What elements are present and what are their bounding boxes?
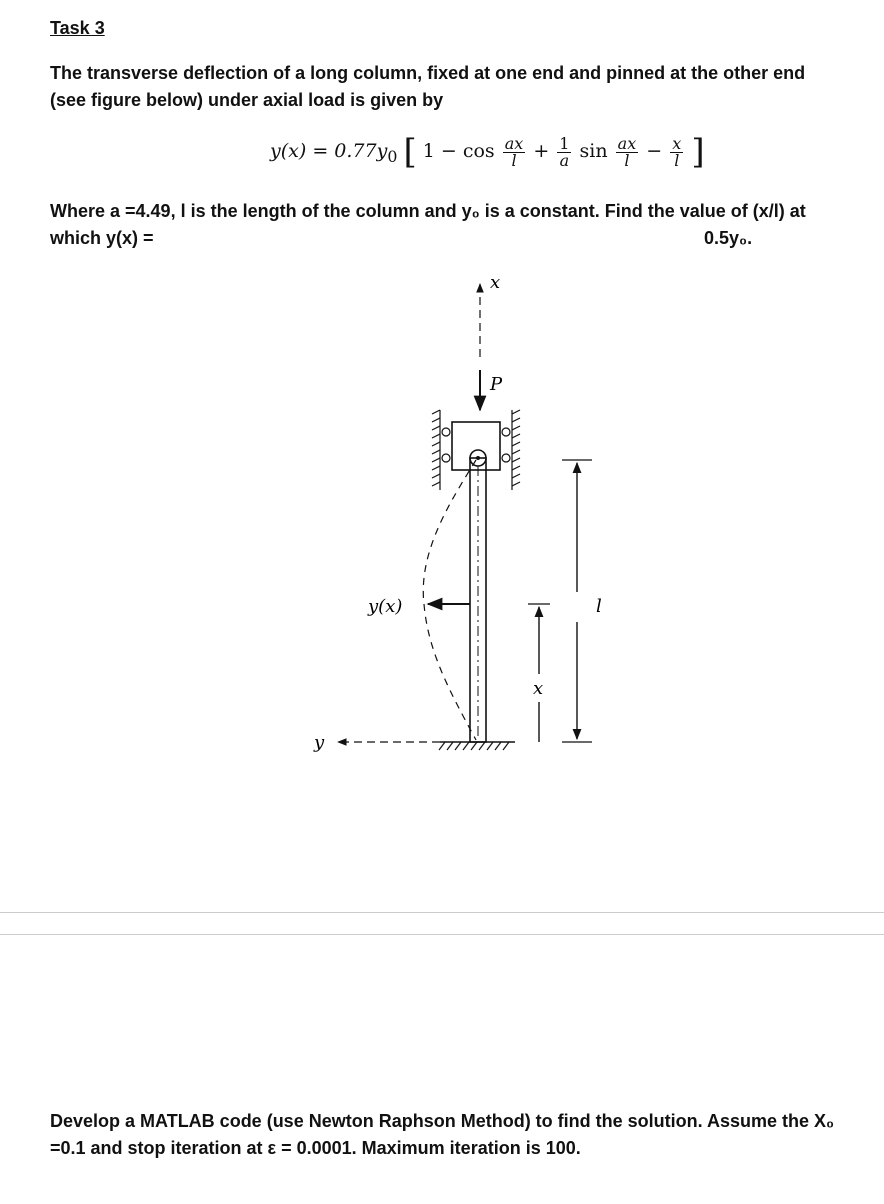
eq-close-bracket: ] [691, 132, 705, 172]
left-wall-hatch [432, 410, 440, 490]
frac-den: l [674, 150, 680, 170]
deflection-equation [270, 132, 705, 172]
eq-sin: sin [579, 140, 608, 162]
where-text [50, 198, 850, 252]
footer-line-1: Develop a MATLAB code (use Newton Raphson Method) to find the solution. Assume the X₀ [50, 1111, 835, 1131]
frac-num: x [672, 133, 682, 153]
task-title: Task 3 [50, 18, 105, 38]
roller-right-top [502, 428, 510, 436]
frac-num: 1 [559, 133, 570, 153]
roller-left-bottom [442, 454, 450, 462]
frac-den: a [559, 150, 570, 170]
where-line-2: which y(x) = [50, 228, 154, 248]
frac-num: ax [504, 133, 524, 153]
footer-instructions [50, 1108, 870, 1162]
label-x-top: x [490, 272, 501, 293]
ground-hatch [439, 742, 509, 750]
footer-line-2: =0.1 and stop iteration at ε = 0.0001. Maximum iteration is 100. [50, 1138, 581, 1158]
label-p: P [490, 374, 503, 395]
where-line-1: Where a =4.49, l is the length of the column and y₀ is a constant. Find the value of (x/l) at [50, 201, 806, 221]
divider-2 [0, 934, 884, 935]
intro-line-2: (see figure below) under axial load is given by [50, 90, 444, 110]
eq-one-minus: 1 − cos [422, 140, 495, 162]
eq-frac-4 [670, 133, 683, 170]
right-wall-hatch [512, 410, 520, 490]
eq-frac-2 [557, 133, 571, 170]
label-y: y [314, 732, 325, 753]
eq-minus: − [646, 140, 663, 162]
intro-text [50, 60, 805, 114]
label-yx: y(x) [368, 596, 403, 617]
slider-block [452, 422, 500, 470]
intro-line-1: The transverse deflection of a long column, fixed at one end and pinned at the other end [50, 63, 806, 83]
roller-left-top [442, 428, 450, 436]
roller-right-bottom [502, 454, 510, 462]
frac-den: l [511, 150, 517, 170]
eq-sub: 0 [387, 146, 398, 166]
eq-plus: + [533, 140, 550, 162]
divider-1 [0, 912, 884, 913]
deflected-shape-curve [423, 460, 476, 740]
eq-frac-3 [616, 133, 639, 170]
frac-den: l [624, 150, 630, 170]
where-line-2-row [50, 225, 850, 252]
frac-num: ax [617, 133, 637, 153]
where-value: 0.5y₀. [704, 228, 753, 248]
label-x-bottom: x [533, 678, 544, 699]
eq-frac-1 [503, 133, 526, 170]
eq-open-bracket: [ [403, 132, 417, 172]
label-l: l [596, 596, 602, 617]
column-figure [300, 262, 620, 762]
eq-lhs: y(x) = 0.77y [270, 140, 388, 162]
